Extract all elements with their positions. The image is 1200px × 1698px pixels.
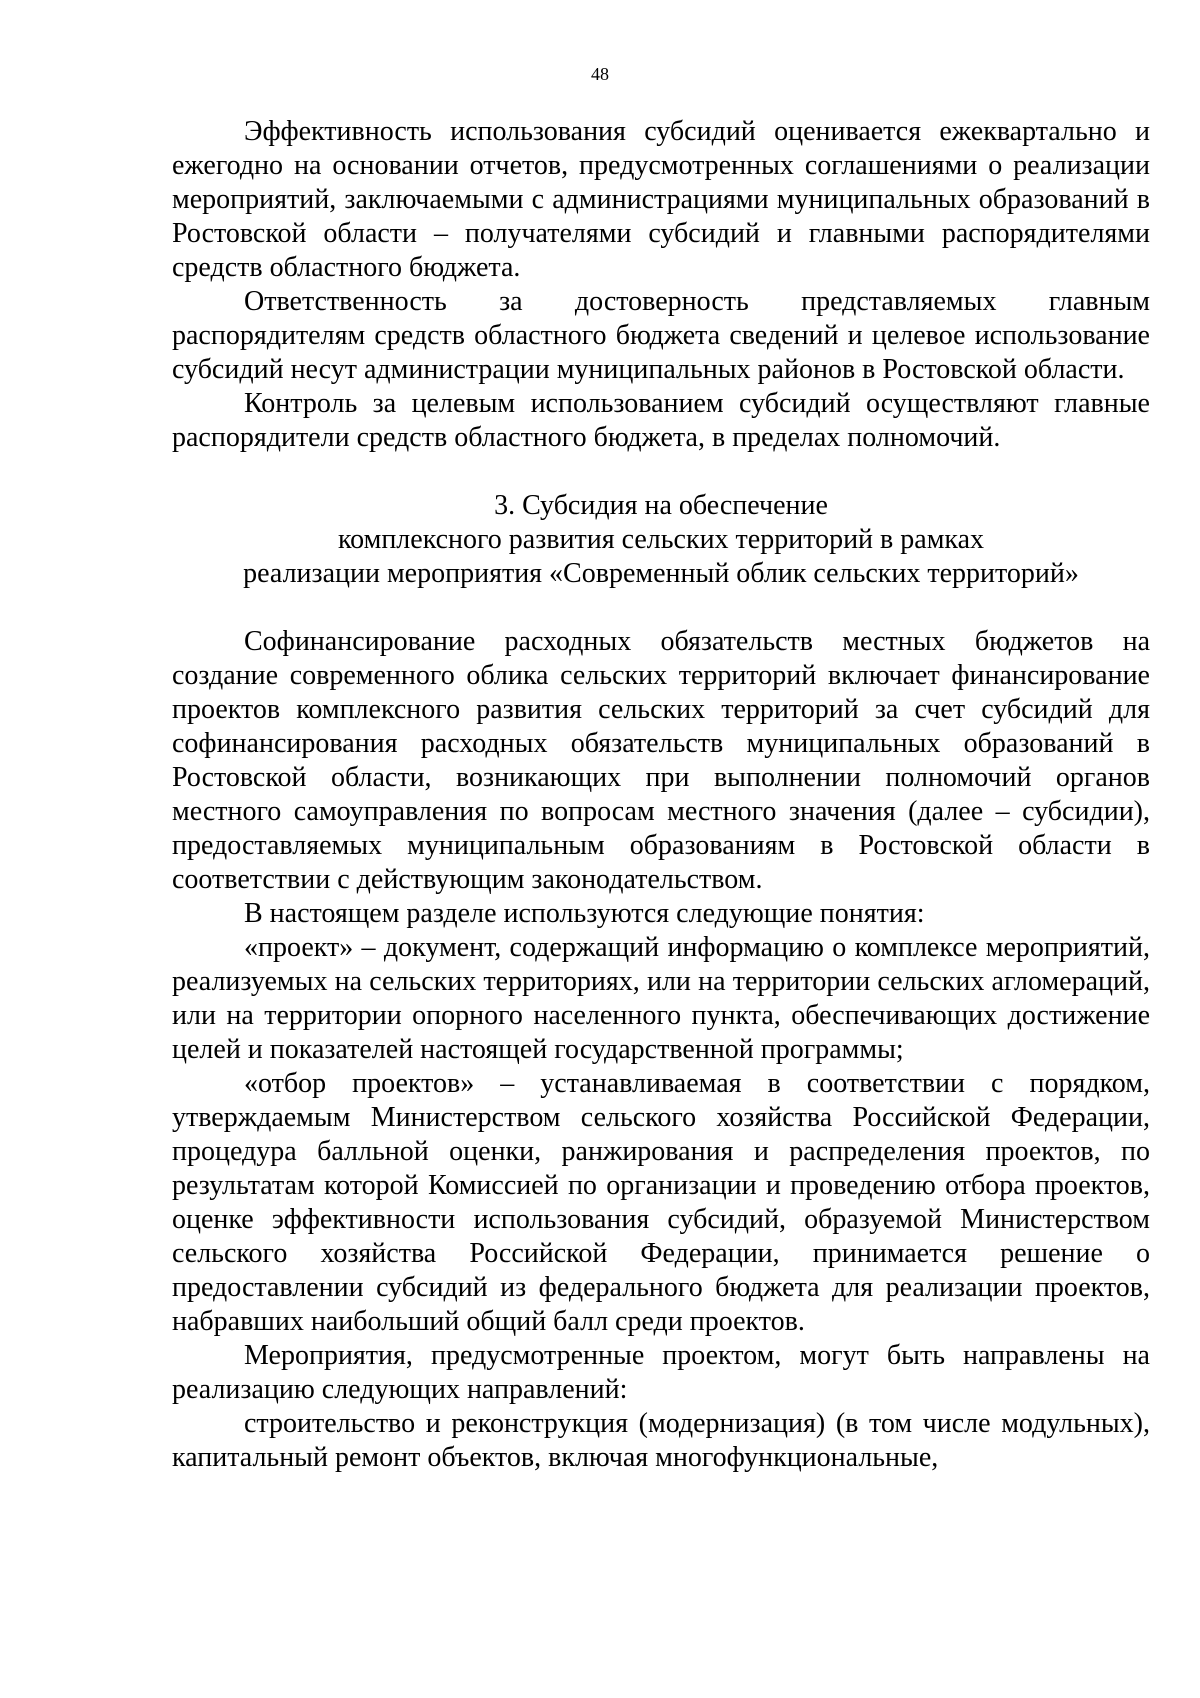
section-heading [172,489,1150,591]
paragraph-control: Контроль за целевым использованием субсидий осуществляют главные распорядители средств областного бюджета, в пределах полномочий. [172,388,1150,453]
section-heading-line: 3. Субсидия на обеспечение [494,490,828,521]
paragraph-term-project-selection: «отбор проектов» – устанавливаемая в соответствии с порядком, утверждаемым Министерством сельского хозяйства Российской Федерации, процедура балльной оценки, ранжирования и распределения проектов, по результатам которой Комиссией по организации и проведению отбора проектов, оценке эффективности использования субсидий, образуемой Министерством сельского хозяйства Российской Федерации, принимается решение о предоставлении субсидий из федерального бюджета для реализации проектов, набравших наибольший общий балл среди проектов. [172,1068,1150,1337]
paragraph-terms-intro: В настоящем разделе используются следующие понятия: [244,898,925,929]
paragraph-construction: строительство и реконструкция (модернизация) (в том числе модульных), капитальный ремонт объектов, включая многофункциональные, [172,1408,1150,1473]
paragraph-efficiency-assessment: Эффективность использования субсидий оценивается ежеквартально и ежегодно на основании отчетов, предусмотренных соглашениями о реализации мероприятий, заключаемыми с администрациями муниципальных образований в Ростовской области – получателями субсидий и главными распорядителями средств областного бюджета. [172,116,1150,283]
paragraph-activities-directions: Мероприятия, предусмотренные проектом, могут быть направлены на реализацию следующих направлений: [172,1340,1150,1405]
paragraph-responsibility: Ответственность за достоверность представляемых главным распорядителям средств областного бюджета сведений и целевое использование субсидий несут администрации муниципальных районов в Ростовской области. [172,286,1150,385]
document-body [172,115,1150,1475]
paragraph-cofinancing: Софинансирование расходных обязательств местных бюджетов на создание современного облика сельских территорий включает финансирование проектов комплексного развития сельских территорий за счет субсидий для софинансирования расходных обязательств муниципальных образований в Ростовской области, возникающих при выполнении полномочий органов местного самоуправления по вопросам местного значения (далее – субсидии), предоставляемых муниципальным образованиям в Ростовской области в соответствии с действующим законодательством. [172,626,1150,895]
section-heading-line: комплексного развития сельских территорий в рамках [337,524,985,555]
section-heading-line: реализации мероприятия «Современный облик сельских территорий» [243,558,1079,589]
page-number: 48 [591,64,609,84]
paragraph-term-project: «проект» – документ, содержащий информацию о комплексе мероприятий, реализуемых на сельских территориях, или на территории сельских агломераций, или на территории опорного населенного пункта, обеспечивающих достижение целей и показателей настоящей государственной программы; [172,932,1150,1065]
